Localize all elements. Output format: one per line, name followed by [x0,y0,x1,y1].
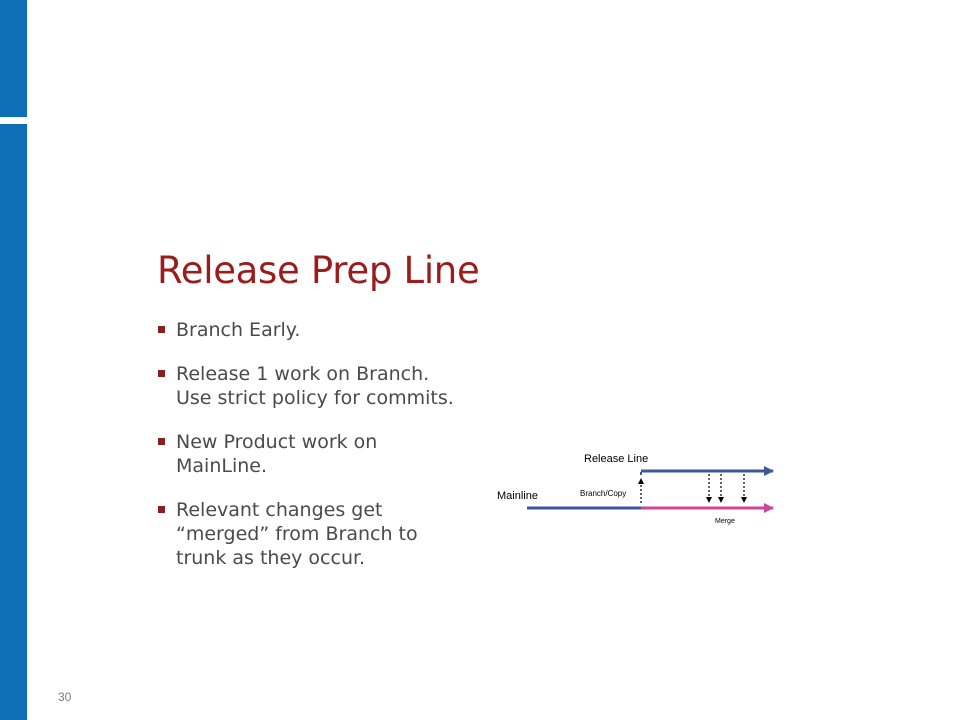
bullet-item [157,318,477,342]
branch-label: Branch/Copy [580,489,627,498]
bullet-square-icon [158,506,165,513]
bullet-text: MainLine. [176,455,267,477]
slide-title: Release Prep Line [157,249,480,292]
accent-bar-side [0,124,27,720]
bullet-text: Use strict policy for commits. [176,387,454,409]
bullet-text: Release 1 work on Branch. [176,363,430,385]
bullet-text: trunk as they occur. [176,547,366,569]
release-line-label: Release Line [584,453,649,465]
bullet-item [157,498,477,570]
bullet-square-icon [158,326,165,333]
bullet-text: New Product work on [176,431,378,453]
page-number: 30 [58,690,72,704]
mainline-label: Mainline [497,490,538,502]
bullet-text: Relevant changes get [176,499,383,521]
merge-label: Merge [715,518,735,525]
bullet-square-icon [158,370,165,377]
branching-diagram [490,445,790,535]
bullet-square-icon [158,438,165,445]
accent-bar-top [0,0,27,117]
bullet-text: “merged” from Branch to [176,523,418,545]
bullet-item [157,430,477,478]
bullet-item [157,362,477,410]
bullet-list [157,318,477,590]
bullet-text: Branch Early. [176,319,301,341]
